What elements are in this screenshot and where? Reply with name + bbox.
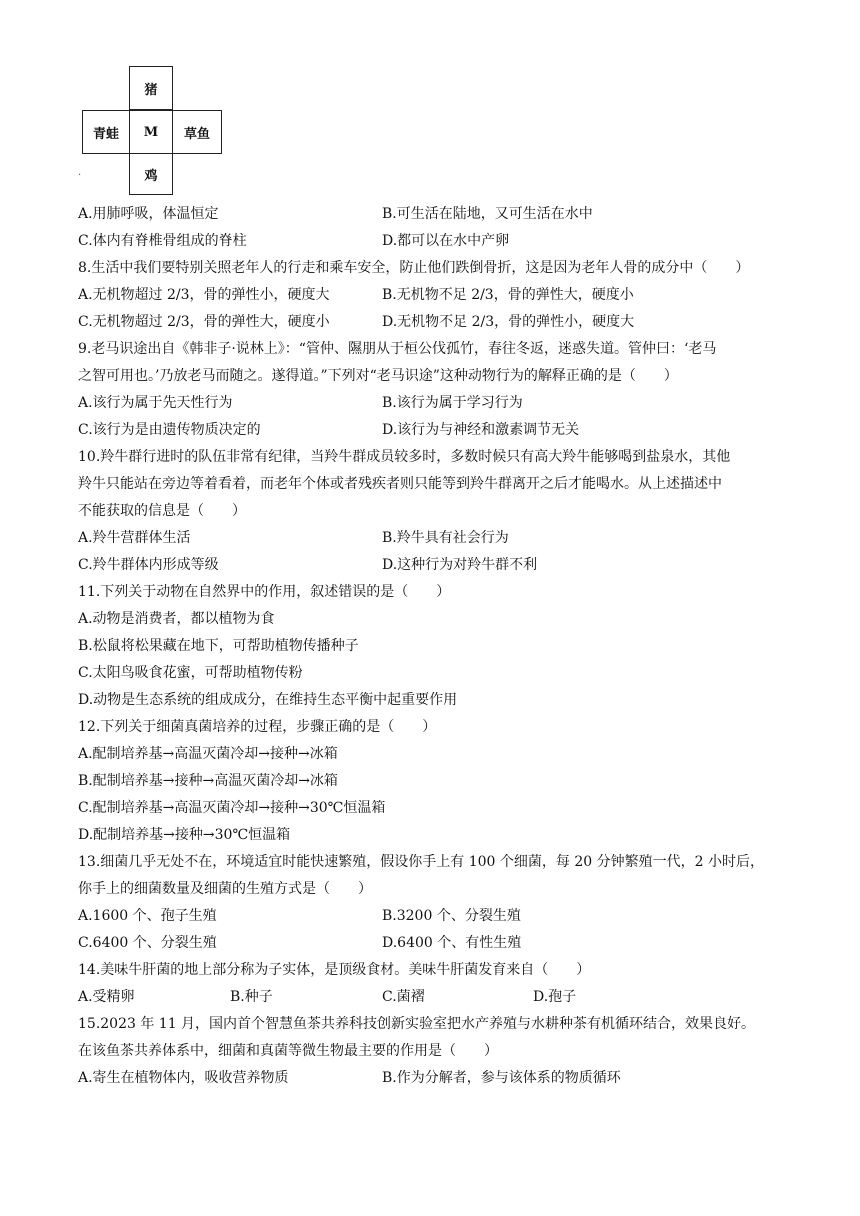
q10-stem-line-3: 不能获取的信息是（ ）	[78, 503, 246, 519]
figure-cell-frog: 青蛙	[82, 110, 130, 154]
q9-option-d: D.该行为与神经和激素调节无关	[382, 422, 580, 438]
figure-cell-m: M	[129, 110, 173, 154]
q10-stem-line-2: 羚牛只能站在旁边等着看着，而老年个体或者残疾者则只能等到羚牛群离开之后才能喝水。从上述描述中	[78, 476, 722, 492]
q11-option-b: B.松鼠将松果藏在地下，可帮助植物传播种子	[78, 638, 359, 654]
q13-stem-line-2: 你手上的细菌数量及细菌的生殖方式是（ ）	[78, 881, 372, 897]
q13-option-b: B.3200 个、分裂生殖	[382, 908, 521, 924]
q13-option-c: C.6400 个、分裂生殖	[78, 935, 217, 951]
q10-option-d: D.这种行为对羚牛群不利	[382, 557, 538, 573]
q10-option-c: C.羚牛群体内形成等级	[78, 557, 219, 573]
q7-option-d: D.都可以在水中产卵	[382, 233, 510, 249]
q14-option-d: D.孢子	[533, 989, 577, 1005]
q8-option-a: A.无机物超过 2/3，骨的弹性小，硬度大	[78, 287, 330, 303]
q11-option-d: D.动物是生态系统的组成成分，在维持生态平衡中起重要作用	[78, 692, 458, 708]
q15-option-b: B.作为分解者，参与该体系的物质循环	[382, 1070, 621, 1086]
q8-option-c: C.无机物超过 2/3，骨的弹性大，硬度小	[78, 314, 330, 330]
q14-option-c: C.菌褶	[382, 989, 425, 1005]
q10-stem-line-1: 10.羚牛群行进时的队伍非常有纪律，当羚牛群成员较多时，多数时候只有高大羚牛能够喝到盐泉水，其他	[78, 449, 731, 465]
q12-option-c: C.配制培养基→高温灭菌冷却→接种→30℃恒温箱	[78, 800, 386, 816]
figure-cell-pig: 猪	[129, 66, 173, 110]
q10-option-b: B.羚牛具有社会行为	[382, 530, 509, 546]
animal-classification-figure	[78, 66, 228, 194]
figure-cell-grass-carp: 草鱼	[172, 110, 222, 154]
q13-option-a: A.1600 个、孢子生殖	[78, 908, 217, 924]
q8-stem: 8.生活中我们要特别关照老年人的行走和乘车安全，防止他们跌倒骨折，这是因为老年人骨的成分中（ ）	[78, 260, 750, 276]
figure-corner-mark: ·	[78, 170, 82, 181]
q14-option-a: A.受精卵	[78, 989, 135, 1005]
figure-cell-chicken: 鸡	[129, 153, 173, 195]
q7-option-c: C.体内有脊椎骨组成的脊柱	[78, 233, 247, 249]
q15-stem-line-2: 在该鱼茶共养体系中，细菌和真菌等微生物最主要的作用是（ ）	[78, 1043, 498, 1059]
q12-option-b: B.配制培养基→接种→高温灭菌冷却→冰箱	[78, 773, 338, 789]
q13-stem-line-1: 13.细菌几乎无处不在，环境适宜时能快速繁殖，假设你手上有 100 个细菌，每 20 分钟繁殖一代，2 小时后，	[78, 854, 764, 870]
q11-option-a: A.动物是消费者，都以植物为食	[78, 611, 275, 627]
q14-option-b: B.种子	[230, 989, 273, 1005]
q11-stem: 11.下列关于动物在自然界中的作用，叙述错误的是（ ）	[78, 584, 451, 600]
q8-option-d: D.无机物不足 2/3，骨的弹性小，硬度大	[382, 314, 635, 330]
q12-stem: 12.下列关于细菌真菌培养的过程，步骤正确的是（ ）	[78, 719, 437, 735]
q9-option-b: B.该行为属于学习行为	[382, 395, 523, 411]
q9-option-c: C.该行为是由遗传物质决定的	[78, 422, 261, 438]
q8-option-b: B.无机物不足 2/3，骨的弹性大，硬度小	[382, 287, 634, 303]
q14-stem: 14.美味牛肝菌的地上部分称为子实体，是顶级食材。美味牛肝菌发育来自（ ）	[78, 962, 591, 978]
q9-option-a: A.该行为属于先天性行为	[78, 395, 233, 411]
q7-option-b: B.可生活在陆地，又可生活在水中	[382, 206, 593, 222]
q15-stem-line-1: 15.2023 年 11 月，国内首个智慧鱼茶共养科技创新实验室把水产养殖与水耕种茶有机循环结合，效果良好。	[78, 1016, 756, 1032]
q13-option-d: D.6400 个、有性生殖	[382, 935, 522, 951]
q11-option-c: C.太阳鸟吸食花蜜，可帮助植物传粉	[78, 665, 303, 681]
q7-option-a: A.用肺呼吸，体温恒定	[78, 206, 219, 222]
q9-stem-line-1: 9.老马识途出自《韩非子·说林上》：“管仲、隰朋从于桓公伐孤竹，春往冬返，迷惑失道。管仲曰：‘老马	[78, 341, 717, 357]
q10-option-a: A.羚牛营群体生活	[78, 530, 191, 546]
q9-stem-line-2: 之智可用也。’乃放老马而随之。遂得道。”下列对“老马识途”这种动物行为的解释正确的是（ ）	[78, 368, 678, 384]
q15-option-a: A.寄生在植物体内，吸收营养物质	[78, 1070, 289, 1086]
q12-option-a: A.配制培养基→高温灭菌冷却→接种→冰箱	[78, 746, 338, 762]
q12-option-d: D.配制培养基→接种→30℃恒温箱	[78, 827, 291, 843]
